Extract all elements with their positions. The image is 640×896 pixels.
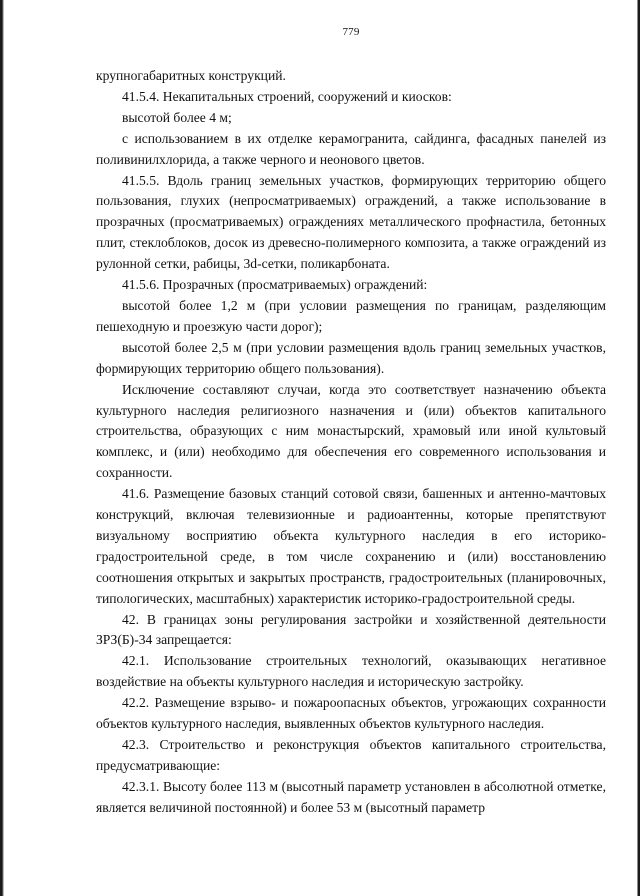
paragraph-finishing-materials: с использованием в их отделке керамогранита, сайдинга, фасадных панелей из поливинилхлорида, а также черного и неонового цветов. (96, 130, 606, 167)
paragraph-height-limit: высотой более 4 м; (122, 109, 232, 125)
paragraph-41-5-5: 41.5.5. Вдоль границ земельных участков, формирующих территорию общего пользования, глухих (непросматриваемых) ограждений, а также использование в прозрачных (просматриваемых) ограждениях металлического профнастила, бетонных плит, стеклоблоков, досок из древесно-полимерного композита, а также ограждений из рулонной сетки, рабицы, 3d-сетки, поликарбоната. (96, 172, 606, 272)
paragraph-fence-1-2m: высотой более 1,2 м (при условии размещения по границам, разделяющим пешеходную и проезжую части дорог); (96, 297, 606, 334)
document-page (96, 24, 606, 819)
paragraph-fence-2-5m: высотой более 2,5 м (при условии размещения вдоль границ земельных участков, формирующих территорию общего пользования). (96, 339, 606, 376)
scan-left-edge (0, 0, 4, 896)
paragraph-41-6: 41.6. Размещение базовых станций сотовой связи, башенных и антенно-мачтовых конструкций, включая телевизионные и радиоантенны, которые препятствуют визуальному восприятию объекта культурного наследия в его историко-градостроительной среде, в том числе сохранению и (или) восстановлению соотношения открытых и закрытых пространств, градостроительных (планировочных, типологических, масштабных) характеристик историко-градостроительной среды. (96, 486, 606, 606)
paragraph-continuation: крупногабаритных конструкций. (96, 68, 286, 83)
paragraph-exception: Исключение составляют случаи, когда это соответствует назначению объекта культурного наследия религиозного назначения и (или) объектов капитального строительства, образующих с ним монастырский, храмовый или иной культовый комплекс, и (или) необходимо для обеспечения его современного использования и сохранности. (96, 381, 606, 481)
paragraph-42-1: 42.1. Использование строительных технологий, оказывающих негативное воздействие на объекты культурного наследия и историческую застройку. (96, 653, 606, 690)
paragraph-42-3-1: 42.3.1. Высоту более 113 м (высотный параметр установлен в абсолютной отметке, является величиной постоянной) и более 53 м (высотный параметр (96, 778, 606, 815)
paragraph-42-3: 42.3. Строительство и реконструкция объектов капитального строительства, предусматривающие: (96, 737, 606, 773)
paragraph-42: 42. В границах зоны регулирования застройки и хозяйственной деятельности ЗРЗ(Б)-34 запрещается: (96, 611, 606, 648)
page-number: 779 (342, 26, 360, 38)
paragraph-41-5-6: 41.5.6. Прозрачных (просматриваемых) ограждений: (122, 277, 428, 293)
paragraph-42-2: 42.2. Размещение взрыво- и пожароопасных объектов, угрожающих сохранности объектов культурного наследия, выявленных объектов культурного наследия. (96, 695, 606, 732)
paragraph-41-5-4: 41.5.4. Некапитальных строений, сооружений и киосков: (122, 88, 452, 104)
